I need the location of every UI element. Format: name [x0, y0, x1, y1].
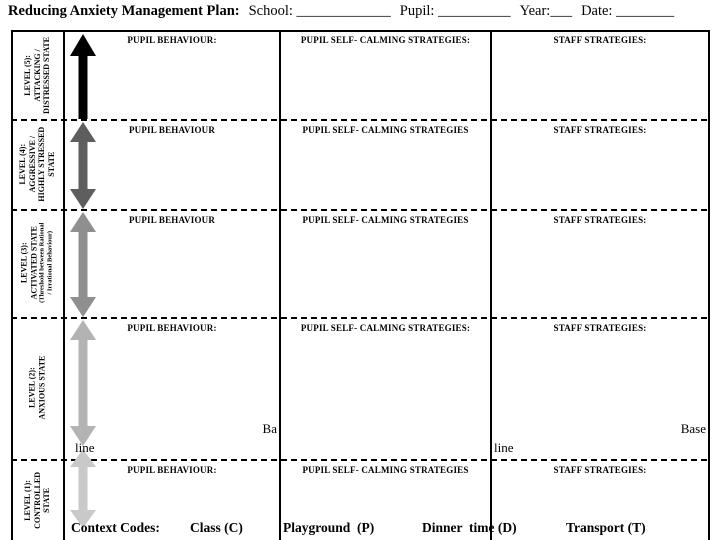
date-blank[interactable]: ________	[616, 3, 675, 19]
date-field	[581, 3, 674, 20]
level-2-line-1: LEVEL (2):	[27, 367, 37, 409]
header-level2-pupil-behaviour: PUPIL BEHAVIOUR:	[127, 323, 217, 333]
page-title: Reducing Anxiety Management Plan:	[8, 3, 240, 19]
header-level5-pupil-behaviour: PUPIL BEHAVIOUR:	[127, 35, 217, 45]
header-level1-pupil-behaviour: PUPIL BEHAVIOUR:	[127, 465, 217, 475]
cell-level2-pupil-behaviour[interactable]	[65, 319, 279, 458]
header-level1-self-calming: PUPIL SELF- CALMING STRATEGIES	[302, 465, 469, 475]
level-1-line-3: STATE	[41, 487, 51, 514]
header-level5-self-calming: PUPIL SELF- CALMING STRATEGIES:	[300, 35, 471, 45]
header-level5-staff-strategies: STAFF STRATEGIES:	[553, 35, 647, 45]
baseline-text-col3-bottom: line	[494, 440, 514, 455]
level-4-line-1: LEVEL (4):	[17, 143, 27, 185]
header-level4-pupil-behaviour: PUPIL BEHAVIOUR	[128, 125, 216, 135]
header-level3-self-calming: PUPIL SELF- CALMING STRATEGIES	[302, 215, 469, 225]
level-3-line-2: ACTIVATED STATE	[28, 226, 38, 300]
date-label: Date:	[581, 3, 613, 19]
school-field	[249, 3, 391, 20]
year-field	[520, 3, 573, 20]
level-5-line-2: ATTACKING /	[32, 48, 42, 102]
level-5-line-3: DISTRESSED STATE	[41, 36, 51, 114]
cell-level4-pupil-behaviour[interactable]	[65, 121, 279, 208]
level-3-line-3: (Threshold between Rational	[38, 222, 46, 304]
baseline-text-col3-top: Base	[680, 421, 706, 436]
cell-level3-pupil-behaviour[interactable]	[65, 211, 279, 316]
level-5-line-1: LEVEL (5):	[22, 54, 32, 96]
cell-level2-staff-strategies[interactable]	[492, 319, 708, 458]
level-4-line-2: AGGRESSIVE /	[27, 135, 37, 193]
document-header	[8, 3, 716, 20]
cell-level3-staff-strategies[interactable]	[492, 211, 708, 316]
header-level3-pupil-behaviour: PUPIL BEHAVIOUR	[128, 215, 216, 225]
school-label: School:	[248, 3, 293, 19]
level-3-line-4: / Irrational Behaviour)	[46, 231, 54, 295]
cell-level5-pupil-behaviour[interactable]	[65, 31, 279, 118]
level-1-line-2: CONTROLLED	[32, 472, 42, 529]
cell-level3-self-calming[interactable]	[281, 211, 490, 316]
context-code-class: Class (C)	[190, 520, 243, 535]
year-label: Year:	[519, 3, 551, 19]
level-3-label	[11, 211, 63, 315]
header-level1-staff-strategies: STAFF STRATEGIES:	[553, 465, 647, 475]
year-blank[interactable]: ___	[550, 3, 573, 19]
level-4-line-4: STATE	[46, 151, 56, 177]
level-4-line-3: HIGHLY STRESSED	[37, 126, 46, 202]
table-right-border	[708, 30, 710, 540]
context-codes-label: Context Codes:	[71, 520, 160, 535]
header-level4-staff-strategies: STAFF STRATEGIES:	[553, 125, 647, 135]
level-1-line-1: LEVEL (1):	[22, 480, 32, 521]
school-blank[interactable]: _____________	[296, 3, 391, 19]
cell-level5-self-calming[interactable]	[281, 31, 490, 118]
header-level3-staff-strategies: STAFF STRATEGIES:	[553, 215, 647, 225]
header-level4-self-calming: PUPIL SELF- CALMING STRATEGIES	[302, 125, 469, 135]
pupil-field	[400, 3, 511, 20]
cell-level5-staff-strategies[interactable]	[492, 31, 708, 118]
context-code-playground: Playground (P)	[283, 520, 375, 535]
level-2-line-2: ANXIOUS STATE	[37, 356, 47, 420]
level-4-label	[11, 121, 63, 207]
header-level2-staff-strategies: STAFF STRATEGIES:	[553, 323, 647, 333]
level-2-label	[11, 319, 63, 457]
level-1-label	[11, 461, 63, 540]
baseline-text-col1-top: Ba	[262, 421, 277, 436]
cell-level2-self-calming[interactable]	[281, 319, 490, 458]
baseline-text-col1-bottom: line	[75, 440, 95, 455]
context-code-transport: Transport (T)	[566, 520, 646, 535]
level-3-line-1: LEVEL (3):	[19, 242, 29, 284]
cell-level4-self-calming[interactable]	[281, 121, 490, 208]
cell-level4-staff-strategies[interactable]	[492, 121, 708, 208]
header-level2-self-calming: PUPIL SELF- CALMING STRATEGIES:	[300, 323, 471, 333]
level-5-label	[11, 32, 63, 118]
pupil-blank[interactable]: __________	[438, 3, 511, 19]
pupil-label: Pupil:	[399, 3, 435, 19]
context-code-dinner-time: Dinner time (D)	[422, 520, 517, 535]
